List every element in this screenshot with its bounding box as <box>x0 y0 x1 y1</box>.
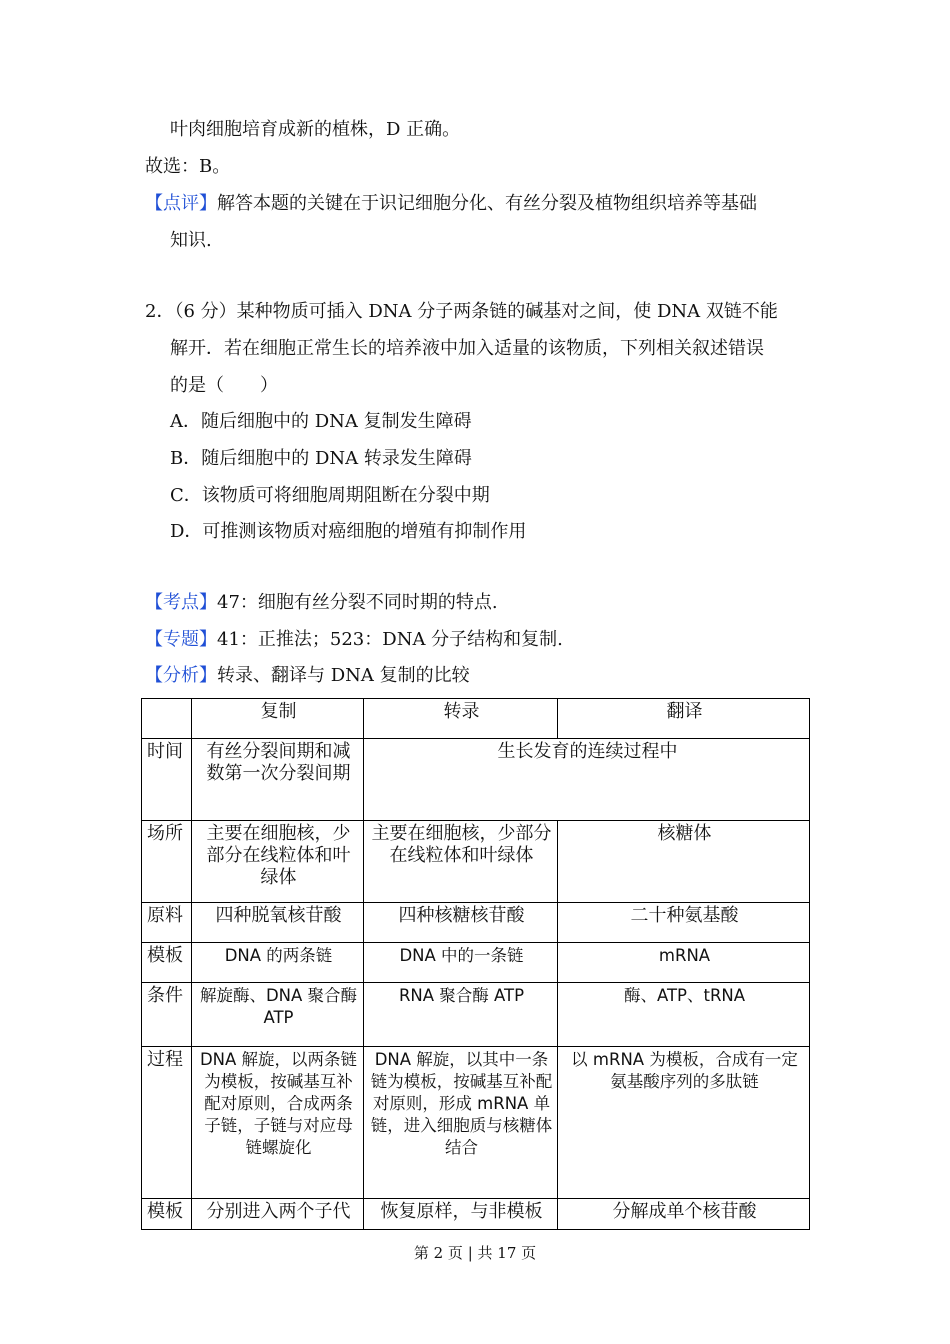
question-line-3: 的是（ ） <box>170 375 278 396</box>
row-label-time: 时间 <box>142 739 192 821</box>
table-row-template-fate <box>142 1199 810 1230</box>
prev-answer-tail: 叶肉细胞培育成新的植株，D 正确。 <box>170 119 461 140</box>
cell-process-replication: DNA 解旋，以两条链为模板，按碱基互补配对原则，合成两条子链，子链与对应母链螺旋化 <box>192 1047 364 1199</box>
review-label: 【点评】 <box>145 193 217 214</box>
table-row-material <box>142 903 810 943</box>
cell-material-translation: 二十种氨基酸 <box>558 903 810 943</box>
kaodian-line <box>145 591 498 615</box>
cell-template-transcription: DNA 中的一条链 <box>364 943 558 983</box>
zhuanti-line <box>145 628 563 652</box>
review-line-2: 知识. <box>170 230 212 251</box>
kaodian-text: 47：细胞有丝分裂不同时期的特点. <box>217 592 498 613</box>
table-row-condition <box>142 983 810 1047</box>
cell-template-fate-replication: 分别进入两个子代 <box>192 1199 364 1230</box>
fenxi-text: 转录、翻译与 DNA 复制的比较 <box>217 665 470 686</box>
option-a: A．随后细胞中的 DNA 复制发生障碍 <box>170 411 472 432</box>
header-cell-translation: 翻译 <box>558 699 810 739</box>
zhuanti-text: 41：正推法；523：DNA 分子结构和复制. <box>217 629 563 650</box>
cell-place-transcription: 主要在细胞核，少部分在线粒体和叶绿体 <box>364 821 558 903</box>
review-line-1 <box>145 192 757 216</box>
header-cell-transcription: 转录 <box>364 699 558 739</box>
fenxi-line <box>145 664 470 688</box>
cell-condition-translation: 酶、ATP、tRNA <box>558 983 810 1047</box>
cell-place-translation: 核糖体 <box>558 821 810 903</box>
option-d: D．可推测该物质对癌细胞的增殖有抑制作用 <box>170 521 527 542</box>
table-row-template <box>142 943 810 983</box>
cell-process-translation: 以 mRNA 为模板，合成有一定氨基酸序列的多肽链 <box>558 1047 810 1199</box>
row-label-place: 场所 <box>142 821 192 903</box>
option-b: B．随后细胞中的 DNA 转录发生障碍 <box>170 448 472 469</box>
cell-template-fate-translation: 分解成单个核苷酸 <box>558 1199 810 1230</box>
row-label-process: 过程 <box>142 1047 192 1199</box>
comparison-table <box>141 698 810 1230</box>
table-row-process <box>142 1047 810 1199</box>
header-cell-replication: 复制 <box>192 699 364 739</box>
cell-time-merged: 生长发育的连续过程中 <box>364 739 810 821</box>
table-header-row <box>142 699 810 739</box>
cell-condition-replication: 解旋酶、DNA 聚合酶 ATP <box>192 983 364 1047</box>
table-row-time <box>142 739 810 821</box>
kaodian-label: 【考点】 <box>145 592 217 613</box>
cell-material-replication: 四种脱氧核苷酸 <box>192 903 364 943</box>
row-label-template-fate: 模板 <box>142 1199 192 1230</box>
row-label-material: 原料 <box>142 903 192 943</box>
row-label-template: 模板 <box>142 943 192 983</box>
header-cell-empty <box>142 699 192 739</box>
cell-time-replication: 有丝分裂间期和减数第一次分裂间期 <box>192 739 364 821</box>
cell-material-transcription: 四种核糖核苷酸 <box>364 903 558 943</box>
question-line-2: 解开．若在细胞正常生长的培养液中加入适量的该物质，下列相关叙述错误 <box>170 338 764 359</box>
cell-process-transcription: DNA 解旋，以其中一条链为模板，按碱基互补配对原则，形成 mRNA 单链，进入细胞质与核糖体结合 <box>364 1047 558 1199</box>
page-footer: 第 2 页 | 共 17 页 <box>413 1244 537 1262</box>
zhuanti-label: 【专题】 <box>145 629 217 650</box>
row-label-condition: 条件 <box>142 983 192 1047</box>
cell-template-replication: DNA 的两条链 <box>192 943 364 983</box>
cell-condition-transcription: RNA 聚合酶 ATP <box>364 983 558 1047</box>
cell-template-fate-transcription: 恢复原样，与非模板 <box>364 1199 558 1230</box>
cell-place-replication: 主要在细胞核，少部分在线粒体和叶绿体 <box>192 821 364 903</box>
fenxi-label: 【分析】 <box>145 665 217 686</box>
prev-answer-conclusion: 故选：B。 <box>145 156 231 177</box>
option-c: C．该物质可将细胞周期阻断在分裂中期 <box>170 485 490 506</box>
cell-template-translation: mRNA <box>558 943 810 983</box>
table-row-place <box>142 821 810 903</box>
review-text-1: 解答本题的关键在于识记细胞分化、有丝分裂及植物组织培养等基础 <box>217 193 757 214</box>
question-line-1: 2．（6 分）某种物质可插入 DNA 分子两条链的碱基对之间，使 DNA 双链不能 <box>145 301 778 322</box>
